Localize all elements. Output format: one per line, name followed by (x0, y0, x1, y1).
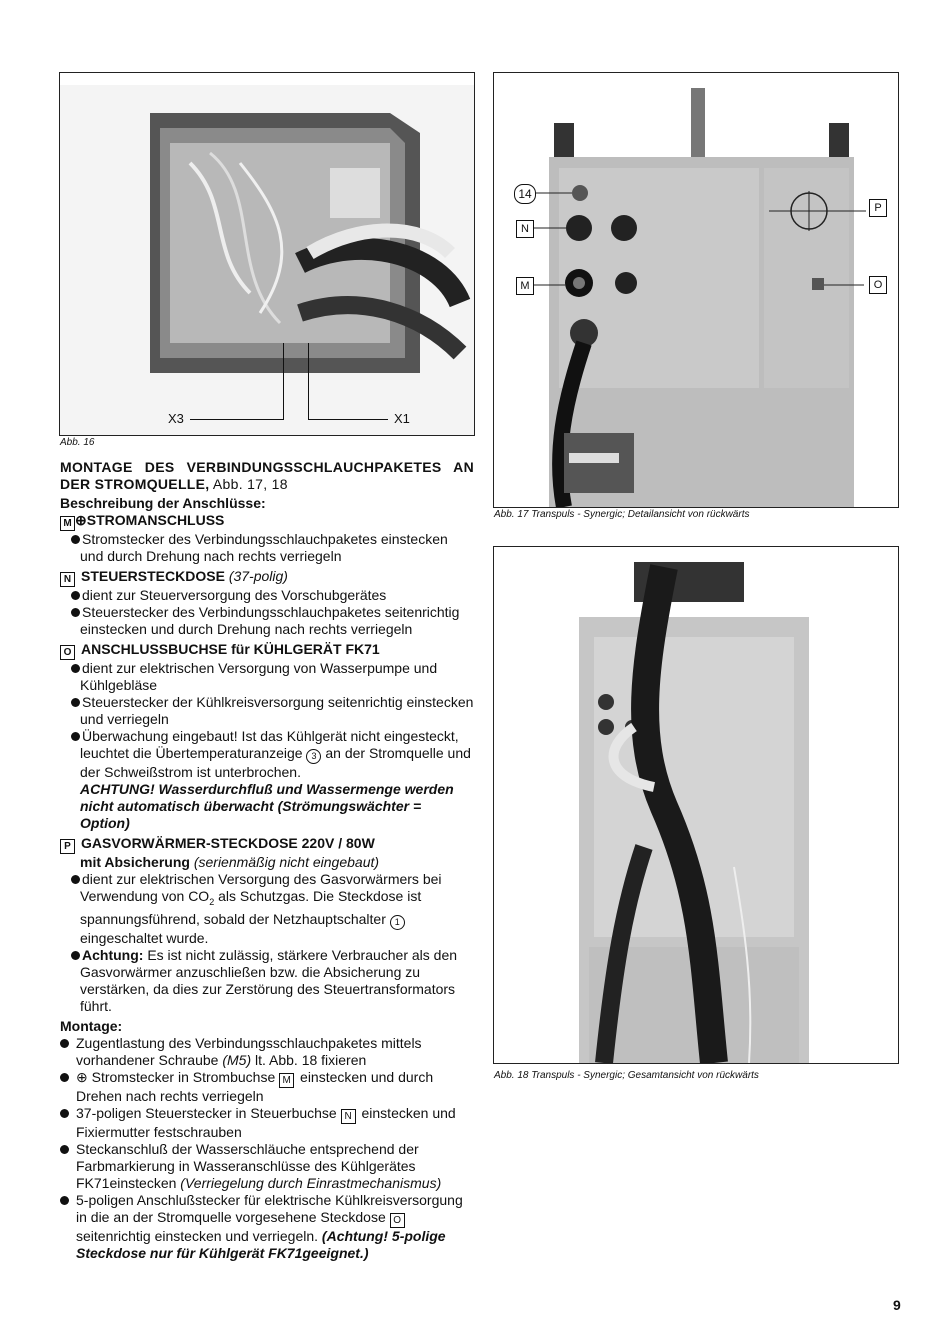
main-switch-1-icon: 1 (390, 915, 405, 930)
section-p-subtitle: mit Absicherung (serienmäßig nicht eingebaut) (80, 854, 380, 870)
box-p: P (60, 839, 75, 854)
section-n-title: N STEUERSTECKDOSE (37-polig) (60, 568, 474, 587)
montage-item-2: ⊕ Stromstecker in Strombuchse M einstecken und durch Drehen nach rechts verriegeln (60, 1069, 474, 1105)
bullet-icon (71, 664, 80, 673)
section-n-item-2: Steuerstecker des Verbindungsschlauchpaketes seitenrichtig einstecken und durch Drehung nach rechts verriegeln (60, 604, 474, 638)
section-o-warning: ACHTUNG! Wasserdurchfluß und Wassermenge werden nicht automatisch überwacht (Strömungswächter = Option) (80, 781, 454, 831)
indicator-3-icon: 3 (306, 749, 321, 764)
section-m-item: Stromstecker des Verbindungsschlauchpaketes einstecken und durch Drehung nach rechts verriegeln (60, 531, 474, 565)
bullet-icon (71, 732, 80, 741)
box-m: M (60, 516, 75, 531)
section-o-title: O ANSCHLUSSBUCHSE für KÜHLGERÄT FK71 (60, 641, 474, 660)
box-o-inline: O (390, 1213, 405, 1228)
callout-p: P (869, 199, 887, 217)
callout-o: O (869, 276, 887, 294)
bullet-icon (60, 1073, 69, 1082)
section-p-item-1: dient zur elektrischen Versorgung des Gasvorwärmers bei Verwendung von $CO_2$ als Schutzgas. Die Steckdose ist spannungsführend, sobald der Netzhauptschalter 1eingeschaltet wurde. (60, 871, 474, 947)
figure-16-caption: Abb. 16 (60, 437, 95, 448)
section-o-item-2: Steuerstecker der Kühlkreisversorgung seitenrichtig einstecken und verriegeln (60, 694, 474, 728)
heading-title: MONTAGE DES VERBINDUNGSSCHLAUCHPAKETES AN DER STROMQUELLE, (60, 459, 474, 492)
section-m-title: M ⊕STROMANSCHLUSS (60, 512, 474, 531)
montage-item-5: 5-poligen Anschlußstecker für elektrische Kühlkreisversorgung in die an der Stromquelle vorgesehene Steckdose O seitenrichtig einstecken und verriegeln. (Achtung! 5-polige Steckdose nur für Kühlgerät FK71geeignet.) (60, 1192, 474, 1262)
box-o: O (60, 645, 75, 660)
heading-ref: Abb. 17, 18 (212, 476, 288, 492)
section-p-item-2: Achtung: Es ist nicht zulässig, stärkere Verbraucher als den Gasvorwärmer anzuschließen bzw. die Absicherung zu verstärken, da dies zur Zerstörung des Steuertransformators führt. (60, 947, 474, 1015)
figure-18-caption: Abb. 18 Transpuls - Synergic; Gesamtansicht von rückwärts (494, 1070, 759, 1081)
montage-item-1: Zugentlastung des Verbindungsschlauchpaketes mittels vorhandener Schraube (M5) lt. Abb. 18 fixieren (60, 1035, 474, 1069)
page-number: 9 (893, 1297, 901, 1313)
bullet-icon (71, 951, 80, 960)
montage-item-4: Steckanschluß der Wasserschläuche entsprechend der Farbmarkierung in Wasseranschlüsse des Kühlgerätes FK71einstecken (Verriegelung durch Einrastmechanismus) (60, 1141, 474, 1192)
bullet-icon (60, 1196, 69, 1205)
bullet-icon (60, 1109, 69, 1118)
callout-m: M (516, 277, 534, 295)
figure-17-photo (494, 73, 898, 507)
figure-18 (493, 546, 899, 1064)
montage-item-3: 37-poligen Steuerstecker in Steuerbuchse N einstecken und Fixiermutter festschrauben (60, 1105, 474, 1141)
figure-18-photo (494, 547, 898, 1063)
box-n: N (60, 572, 75, 587)
label-x1: X1 (394, 411, 410, 426)
text-column (60, 459, 474, 1262)
figure-16 (59, 72, 475, 436)
callout-14: 14 (514, 184, 536, 204)
bullet-icon (60, 1039, 69, 1048)
section-n-item-1: dient zur Steuerversorgung des Vorschubgerätes (60, 587, 474, 604)
leader-x3 (190, 419, 283, 420)
section-heading (60, 459, 474, 493)
callout-n: N (516, 220, 534, 238)
figure-16-photo (60, 73, 474, 435)
leader-x1-vert (308, 343, 309, 420)
leader-x3-vert (283, 343, 284, 420)
section-o-item-1: dient zur elektrischen Versorgung von Wasserpumpe und Kühlgebläse (60, 660, 474, 694)
label-x3: X3 (168, 411, 184, 426)
figure-17-caption: Abb. 17 Transpuls - Synergic; Detailansicht von rückwärts (494, 509, 750, 520)
box-m-inline: M (279, 1073, 294, 1088)
heading-subtitle: Beschreibung der Anschlüsse: (60, 495, 266, 511)
bullet-icon (71, 591, 80, 600)
bullet-icon (71, 698, 80, 707)
bullet-icon (71, 608, 80, 617)
bullet-icon (60, 1145, 69, 1154)
montage-title: Montage: (60, 1017, 123, 1034)
bullet-icon (71, 535, 80, 544)
section-o-item-3: Überwachung eingebaut! Ist das Kühlgerät nicht eingesteckt, leuchtet die Übertemperaturanzeige 3 an der Stromquelle und der Schweißstrom ist unterbrochen. (60, 728, 474, 781)
box-n-inline: N (341, 1109, 356, 1124)
leader-x1 (308, 419, 388, 420)
bullet-icon (71, 875, 80, 884)
figure-17 (493, 72, 899, 508)
section-p-title: P GASVORWÄRMER-STECKDOSE 220V / 80W (60, 835, 474, 854)
